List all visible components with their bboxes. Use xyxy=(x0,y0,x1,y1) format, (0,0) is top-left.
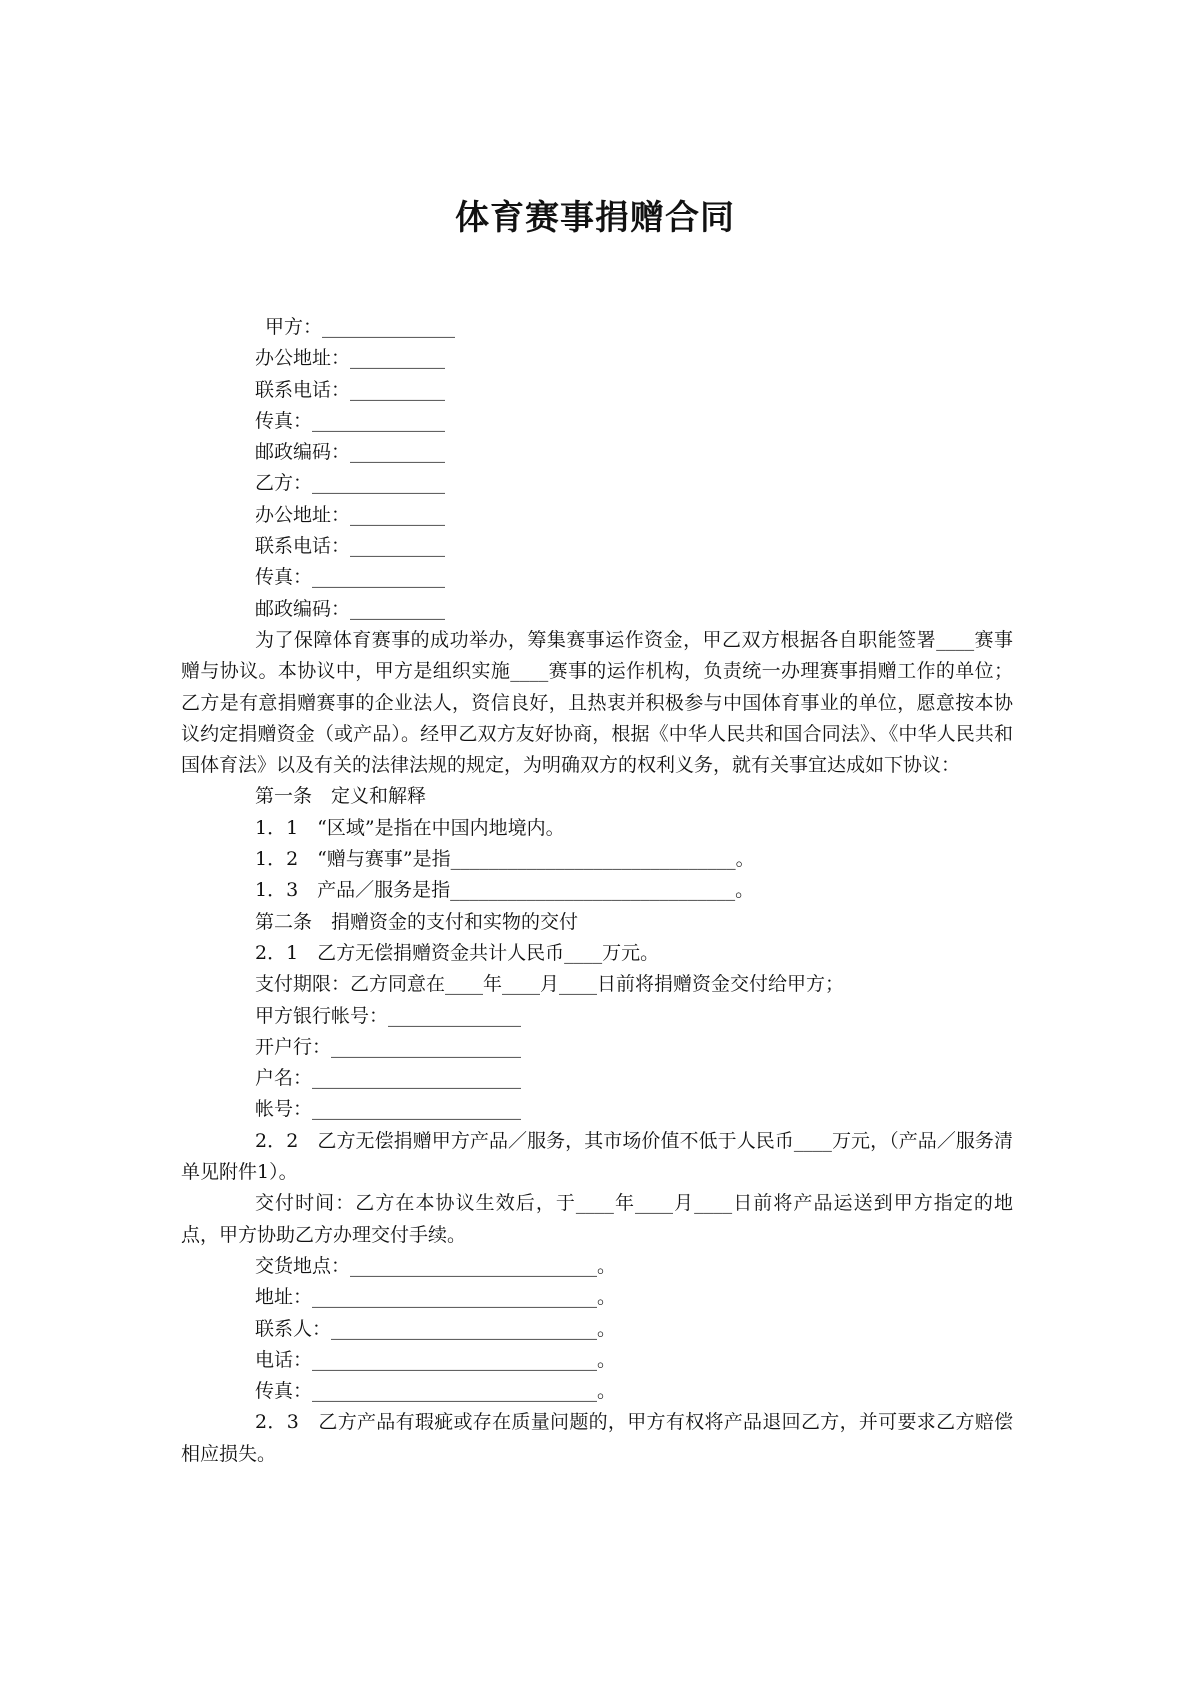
article-2-heading: 第二条 捐赠资金的支付和实物的交付 xyxy=(255,910,579,933)
party-b-phone-field: 联系电话：__________ xyxy=(255,535,446,558)
party-b-address-field: 办公地址：__________ xyxy=(255,503,446,526)
party-b-fax-field: 传真：______________ xyxy=(255,566,446,589)
article-1-heading: 第一条 定义和解释 xyxy=(255,785,427,808)
party-a-phone-field: 联系电话：__________ xyxy=(255,378,446,401)
bank-account-field: 甲方银行帐号：______________ xyxy=(255,1004,522,1027)
document-title: 体育赛事捐赠合同 xyxy=(455,198,735,238)
party-a-address-field: 办公地址：__________ xyxy=(255,347,446,370)
delivery-address-field: 地址：______________________________。 xyxy=(255,1286,617,1309)
party-a-name-field: 甲方：______________ xyxy=(265,316,456,338)
clause-2-1: 2．1 乙方无偿捐赠资金共计人民币____万元。 xyxy=(255,941,660,964)
contact-fax-field: 传真：______________________________。 xyxy=(255,1380,617,1403)
clause-1-3: 1．3 产品／服务是指______________________________。 xyxy=(255,879,755,902)
account-number-field: 帐号：______________________ xyxy=(255,1098,522,1121)
party-a-fax-field: 传真：______________ xyxy=(255,409,446,432)
party-a-postcode-field: 邮政编码：__________ xyxy=(255,441,446,464)
contact-person-field: 联系人：____________________________。 xyxy=(255,1317,617,1340)
document-body xyxy=(181,312,1013,1470)
bank-branch-field: 开户行：____________________ xyxy=(255,1035,522,1058)
clause-1-1: 1．1 “区域”是指在中国内地境内。 xyxy=(255,816,565,839)
clause-2-2: 2．2 乙方无偿捐赠甲方产品／服务，其市场价值不低于人民币____万元，（产品／服务清单见附件1）。 xyxy=(181,1129,1013,1184)
clause-2-3: 2．3 乙方产品有瑕疵或存在质量问题的，甲方有权将产品退回乙方，并可要求乙方赔偿相应损失。 xyxy=(181,1411,1013,1465)
party-b-name-field: 乙方：______________ xyxy=(255,472,446,495)
intro-paragraph: 为了保障体育赛事的成功举办，筹集赛事运作资金，甲乙双方根据各自职能签署____赛事赠与协议。本协议中，甲方是组织实施____赛事的运作机构，负责统一办理赛事捐赠工作的单位；乙方是有意捐赠赛事的企业法人，资信良好，且热衷并积极参与中国体育事业的单位，愿意按本协议约定捐赠资金（或产品）。经甲乙双方友好协商，根据《中华人民共和国合同法》、《中华人民共和国体育法》以及有关的法律法规的规定，为明确双方的权利义务，就有关事宜达成如下协议： xyxy=(181,628,1013,777)
account-name-field: 户名：______________________ xyxy=(255,1067,522,1090)
clause-1-2: 1．2 “赠与赛事”是指______________________________。 xyxy=(255,848,755,871)
delivery-time: 交付时间：乙方在本协议生效后，于____年____月____日前将产品运送到甲方指定的地点，甲方协助乙方办理交付手续。 xyxy=(181,1192,1013,1246)
delivery-location-field: 交货地点：__________________________。 xyxy=(255,1254,617,1277)
party-b-postcode-field: 邮政编码：__________ xyxy=(255,597,446,620)
payment-term: 支付期限：乙方同意在____年____月____日前将捐赠资金交付给甲方； xyxy=(255,973,845,996)
contact-phone-field: 电话：______________________________。 xyxy=(255,1348,617,1371)
